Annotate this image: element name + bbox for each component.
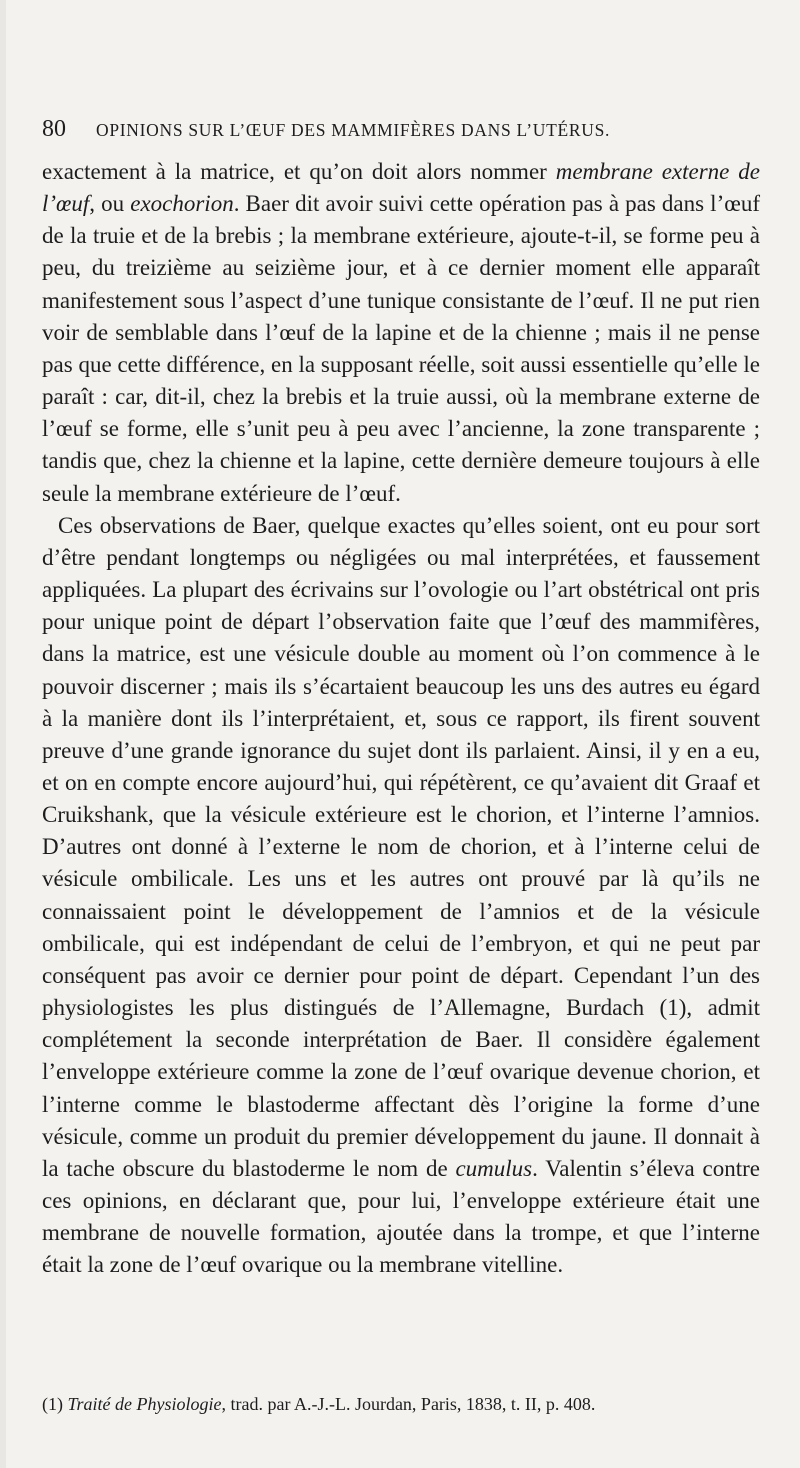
footnote-text: , trad. par A.-J.-L. Jourdan, Paris, 1838, t. II, p. 408. xyxy=(221,1394,596,1414)
running-title: OPINIONS SUR L’ŒUF DES MAMMIFÈRES DANS L’UTÉRUS. xyxy=(96,120,611,140)
footnote-title: Traité de Physiologie xyxy=(67,1394,222,1414)
footnote-marker: (1) xyxy=(42,1394,68,1414)
paragraph-2-text-a: Ces observations de Baer, quelque exactes qu’elles soient, ont eu pour sort d’être pendant longtemps ou négligées ou mal interprétées, et faussement appliquées. La plupart des écrivains sur l’ovologie ou l’art obstétrical ont pris pour unique point de départ l’observation faite que l’œuf des mammifères, dans la matrice, est une vésicule double au moment où l’on commence à le pouvoir discerner ; mais ils s’écartaient beaucoup les uns des autres eu égard à la manière dont ils l’interprétaient, et, sous ce rapport, ils firent souvent preuve d’une grande ignorance du sujet dont ils parlaient. Ainsi, il y en a eu, et on en compte encore aujourd’hui, qui répétèrent, ce qu’avaient dit Graaf et Cruikshank, que la vésicule extérieure est le chorion, et l’interne l’amnios. D’autres ont donné à l’externe le nom de chorion, et à l’interne celui de vésicule ombilicale. Les uns et les autres ont prouvé par là qu’ils ne connaissaient point le développement de l’amnios et de la vésicule ombilicale, qui est indépendant de celui de l’embryon, et qui ne peut par conséquent pas avoir ce dernier pour point de départ. Cependant l’un des physiologistes les plus distingués de l’Allemagne, Burdach (1), admit complétement la seconde interprétation de Baer. Il considère également l’enveloppe extérieure comme la zone de l’œuf ovarique devenue chorion, et l’interne comme le blastoderme affectant dès l’origine la forme d’une vésicule, comme un produit du premier développement du jaune. Il donnait à la tache obscure du blastoderme le nom de xyxy=(42,512,760,1181)
paragraph-2-text-b: . Valentin s’éleva contre ces opinions, en déclarant que, pour lui, l’enveloppe extérieure était une membrane de nouvelle formation, ajoutée dans la trompe, et que l’interne était la zone de l’œuf ovarique ou la membrane vitelline. xyxy=(42,1155,761,1278)
body-text xyxy=(42,156,760,1281)
paragraph-1-text-b: , ou xyxy=(89,191,131,217)
paragraph-1 xyxy=(42,156,760,510)
paragraph-1-italic-a: membrane externe de l’œuf xyxy=(42,159,760,217)
paragraph-1-italic-b: exochorion xyxy=(130,191,234,217)
paragraph-2-italic-a: cumulus xyxy=(455,1155,533,1181)
page-number: 80 xyxy=(42,116,66,142)
paragraph-1-text-a: exactement à la matrice, et qu’on doit alors nommer xyxy=(42,159,556,184)
paragraph-1-text-c: . Baer dit avoir suivi cette opération pas à pas dans l’œuf de la truie et de la brebis ; la membrane extérieure, ajoute-t-il, se forme peu à peu, du treizième au seizième jour, et à ce dernier moment elle apparaît manifestement sous l’aspect d’une tunique consistante de l’œuf. Il ne put rien voir de semblable dans l’œuf de la lapine et de la chienne ; mais il ne pense pas que cette différence, en la supposant réelle, soit aussi essentielle qu’elle le paraît : car, dit-il, chez la brebis et la truie aussi, où la membrane externe de l’œuf se forme, elle s’unit peu à peu avec l’ancienne, la zone transparente ; tandis que, chez la chienne et la lapine, cette dernière demeure toujours à elle seule la membrane extérieure de l’œuf. xyxy=(42,191,761,506)
page-edge xyxy=(0,0,6,1468)
footnote xyxy=(42,1392,760,1417)
page-header xyxy=(42,114,762,148)
paragraph-2 xyxy=(42,510,760,1282)
